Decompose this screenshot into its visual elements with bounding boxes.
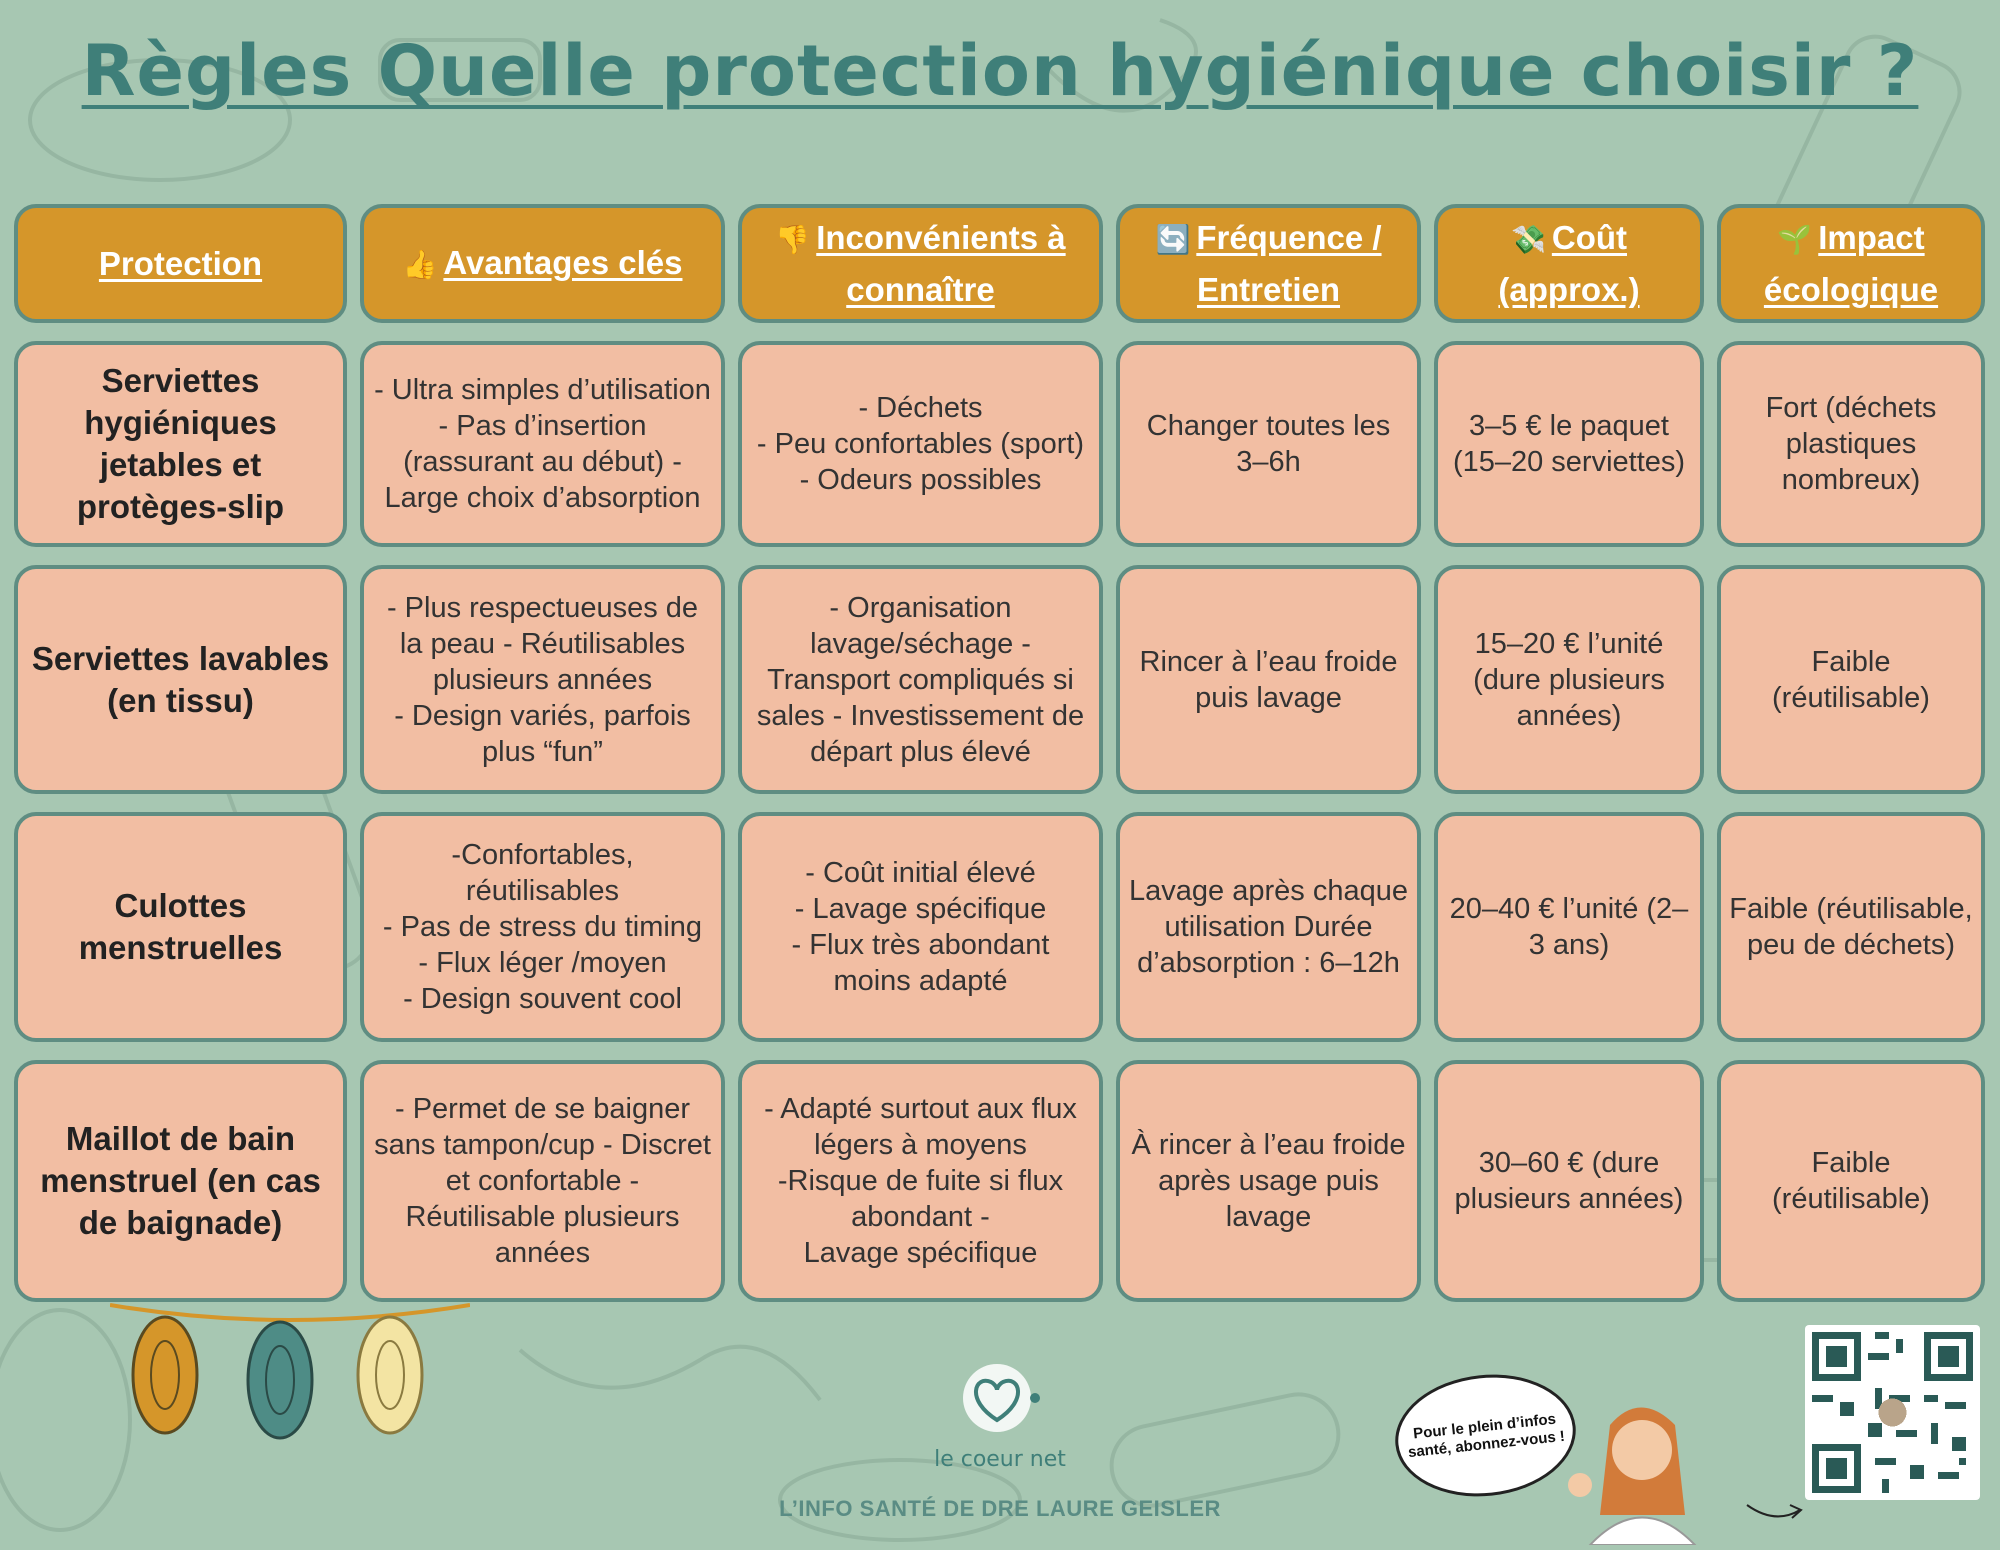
header-cout-label: Coût (approx.) bbox=[1498, 218, 1640, 308]
header-cout bbox=[1434, 204, 1704, 323]
pad-icon bbox=[133, 1317, 197, 1433]
row-impact: Fort (déchets plastiques nombreux) bbox=[1717, 341, 1985, 547]
row-avantages: -Confortables, réutilisables - Pas de stress du timing - Flux léger /moyen - Design souvent cool bbox=[360, 812, 725, 1042]
thumbs-down-icon: 👎 bbox=[775, 223, 811, 255]
pad-icon bbox=[358, 1317, 422, 1433]
thumbs-up-icon: 👍 bbox=[402, 248, 438, 280]
page-title: Règles Quelle protection hygiénique choisir ? bbox=[81, 30, 1919, 112]
header-avantages bbox=[360, 204, 725, 323]
row-impact: Faible (réutilisable) bbox=[1717, 565, 1985, 794]
row-inconvenients: - Coût initial élevé - Lavage spécifique - Flux très abondant moins adapté bbox=[738, 812, 1103, 1042]
header-avantages-label: Avantages clés bbox=[443, 243, 683, 281]
header-frequence bbox=[1116, 204, 1421, 323]
row-impact: Faible (réutilisable) bbox=[1717, 1060, 1985, 1302]
header-impact-label: Impact écologique bbox=[1763, 218, 1939, 308]
row-avantages: - Ultra simples d’utilisation - Pas d’insertion (rassurant au début) - Large choix d’absorption bbox=[360, 341, 725, 547]
row-protection: Maillot de bain menstruel (en cas de baignade) bbox=[14, 1060, 347, 1302]
hanging-pads-illustration bbox=[110, 1290, 470, 1460]
header-inconvenients bbox=[738, 204, 1103, 323]
row-inconvenients: - Organisation lavage/séchage - Transport compliqués si sales - Investissement de départ plus élevé bbox=[738, 565, 1103, 794]
header-protection-label: Protection bbox=[98, 244, 263, 282]
speech-bubble: Pour le plein d’infos santé, abonnez-vous ! bbox=[1389, 1366, 1582, 1505]
row-cout: 30–60 € (dure plusieurs années) bbox=[1434, 1060, 1704, 1302]
arrow-icon bbox=[1745, 1495, 1805, 1525]
doctor-illustration bbox=[1560, 1395, 1720, 1545]
heart-stethoscope-icon bbox=[955, 1360, 1045, 1440]
qr-code[interactable] bbox=[1805, 1325, 1980, 1500]
row-frequence: Changer toutes les 3–6h bbox=[1116, 341, 1421, 547]
row-avantages: - Plus respectueuses de la peau - Réutilisables plusieurs années - Design variés, parfois plus “fun” bbox=[360, 565, 725, 794]
row-avantages: - Permet de se baigner sans tampon/cup - Discret et confortable - Réutilisable plusieurs années bbox=[360, 1060, 725, 1302]
logo-text: le coeur net bbox=[934, 1447, 1066, 1472]
tagline: L’INFO SANTÉ DE DRE LAURE GEISLER bbox=[779, 1496, 1221, 1521]
comparison-table bbox=[14, 204, 1984, 1304]
row-cout: 15–20 € l’unité (dure plusieurs années) bbox=[1434, 565, 1704, 794]
logo bbox=[930, 1360, 1070, 1472]
row-inconvenients: - Adapté surtout aux flux légers à moyens -Risque de fuite si flux abondant - Lavage spécifique bbox=[738, 1060, 1103, 1302]
row-frequence: À rincer à l’eau froide après usage puis lavage bbox=[1116, 1060, 1421, 1302]
row-cout: 3–5 € le paquet (15–20 serviettes) bbox=[1434, 341, 1704, 547]
row-frequence: Rincer à l’eau froide puis lavage bbox=[1116, 565, 1421, 794]
seedling-icon: 🌱 bbox=[1777, 223, 1813, 255]
row-inconvenients: - Déchets - Peu confortables (sport) - Odeurs possibles bbox=[738, 341, 1103, 547]
header-impact bbox=[1717, 204, 1985, 323]
header-inconvenients-label: Inconvénients à connaître bbox=[816, 218, 1066, 308]
row-protection: Serviettes lavables (en tissu) bbox=[14, 565, 347, 794]
money-icon: 💸 bbox=[1510, 223, 1546, 255]
row-frequence: Lavage après chaque utilisation Durée d’absorption : 6–12h bbox=[1116, 812, 1421, 1042]
header-protection bbox=[14, 204, 347, 323]
row-protection: Serviettes hygiéniques jetables et protèges-slip bbox=[14, 341, 347, 547]
row-protection: Culottes menstruelles bbox=[14, 812, 347, 1042]
pad-icon bbox=[248, 1322, 312, 1438]
row-cout: 20–40 € l’unité (2–3 ans) bbox=[1434, 812, 1704, 1042]
refresh-icon: 🔄 bbox=[1155, 223, 1191, 255]
header-frequence-label: Fréquence / Entretien bbox=[1196, 218, 1382, 308]
row-impact: Faible (réutilisable, peu de déchets) bbox=[1717, 812, 1985, 1042]
